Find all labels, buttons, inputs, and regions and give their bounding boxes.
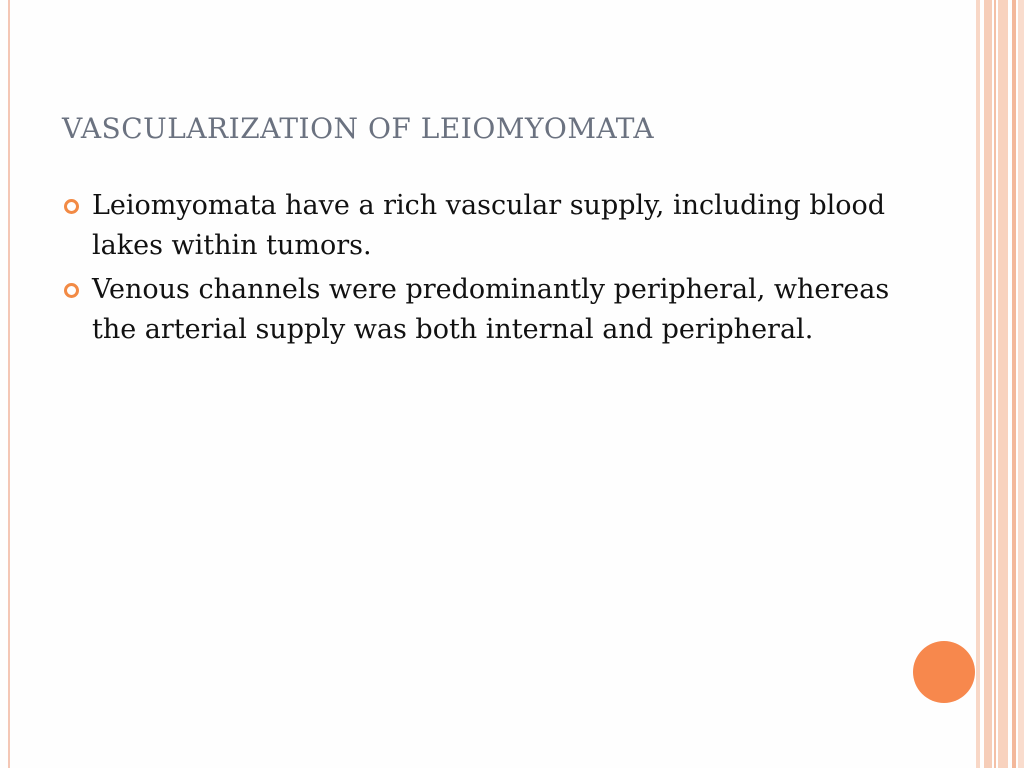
stripe <box>998 0 1008 768</box>
ring-bullet-icon <box>64 199 79 214</box>
bullet-list <box>62 186 902 354</box>
stripe <box>976 0 980 768</box>
stripe <box>994 0 996 768</box>
bullet-item <box>62 270 902 350</box>
ring-bullet-icon <box>64 283 79 298</box>
stripe <box>1012 0 1016 768</box>
orange-circle-icon <box>913 641 975 703</box>
slide-title: VASCULARIZATION OF LEIOMYOMATA <box>62 112 655 145</box>
stripe <box>1018 0 1024 768</box>
stripe <box>984 0 992 768</box>
bullet-text: Leiomyomata have a rich vascular supply, including blood lakes within tumors. <box>92 190 886 261</box>
left-border-line <box>8 0 10 768</box>
bullet-item <box>62 186 902 266</box>
bullet-text: Venous channels were predominantly peripheral, whereas the arterial supply was both internal and peripheral. <box>92 274 890 345</box>
right-decorative-stripes <box>976 0 1024 768</box>
